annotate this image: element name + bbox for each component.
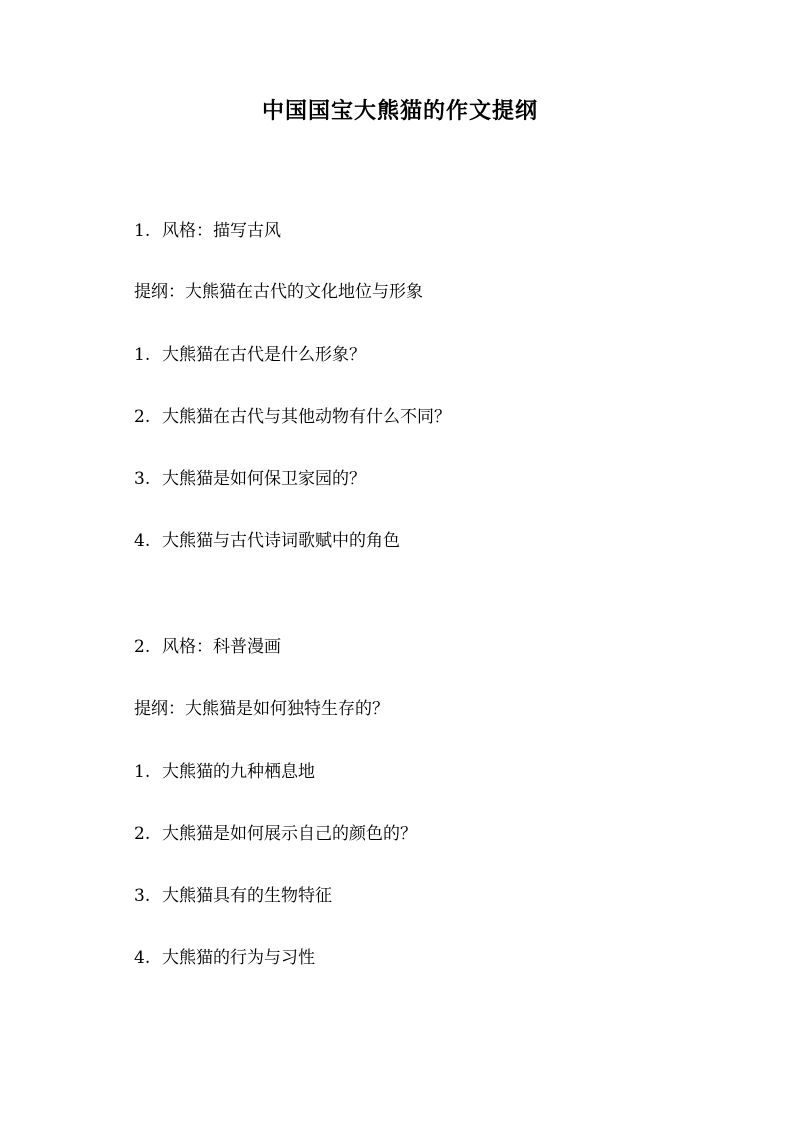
list-item [134, 883, 332, 909]
list-item-number: 4. [134, 948, 151, 968]
list-item-text: 大熊猫的行为与习性 [162, 948, 315, 968]
list-item [134, 404, 451, 430]
section-outline: 提纲：大熊猫是如何独特生存的？ [134, 699, 389, 719]
list-item-number: 3. [134, 469, 151, 489]
list-item-number: 3. [134, 886, 151, 906]
list-item-number: 1. [134, 345, 151, 365]
list-item-number: 2. [134, 407, 151, 427]
list-item-number: 4. [134, 531, 151, 551]
section-number: 2. [134, 637, 151, 657]
list-item-number: 1. [134, 762, 151, 782]
list-item-text: 大熊猫在古代是什么形象？ [162, 345, 366, 365]
list-item [134, 528, 400, 554]
list-item-text: 大熊猫在古代与其他动物有什么不同？ [162, 407, 451, 427]
list-item [134, 466, 366, 492]
section-style [134, 218, 281, 244]
list-item [134, 821, 417, 847]
list-item [134, 759, 315, 785]
list-item-text: 大熊猫是如何保卫家园的？ [162, 469, 366, 489]
list-item-text: 大熊猫是如何展示自己的颜色的？ [162, 824, 417, 844]
section-style-text: 风格：描写古风 [162, 221, 281, 241]
list-item [134, 342, 366, 368]
list-item-text: 大熊猫的九种栖息地 [162, 762, 315, 782]
list-item [134, 945, 315, 971]
list-item-text: 大熊猫具有的生物特征 [162, 886, 332, 906]
list-item-text: 大熊猫与古代诗词歌赋中的角色 [162, 531, 400, 551]
list-item-number: 2. [134, 824, 151, 844]
section-number: 1. [134, 221, 151, 241]
section-style-text: 风格：科普漫画 [162, 637, 281, 657]
document-title: 中国国宝大熊猫的作文提纲 [261, 98, 538, 124]
section-style [134, 634, 281, 660]
section-outline: 提纲：大熊猫在古代的文化地位与形象 [134, 282, 423, 302]
